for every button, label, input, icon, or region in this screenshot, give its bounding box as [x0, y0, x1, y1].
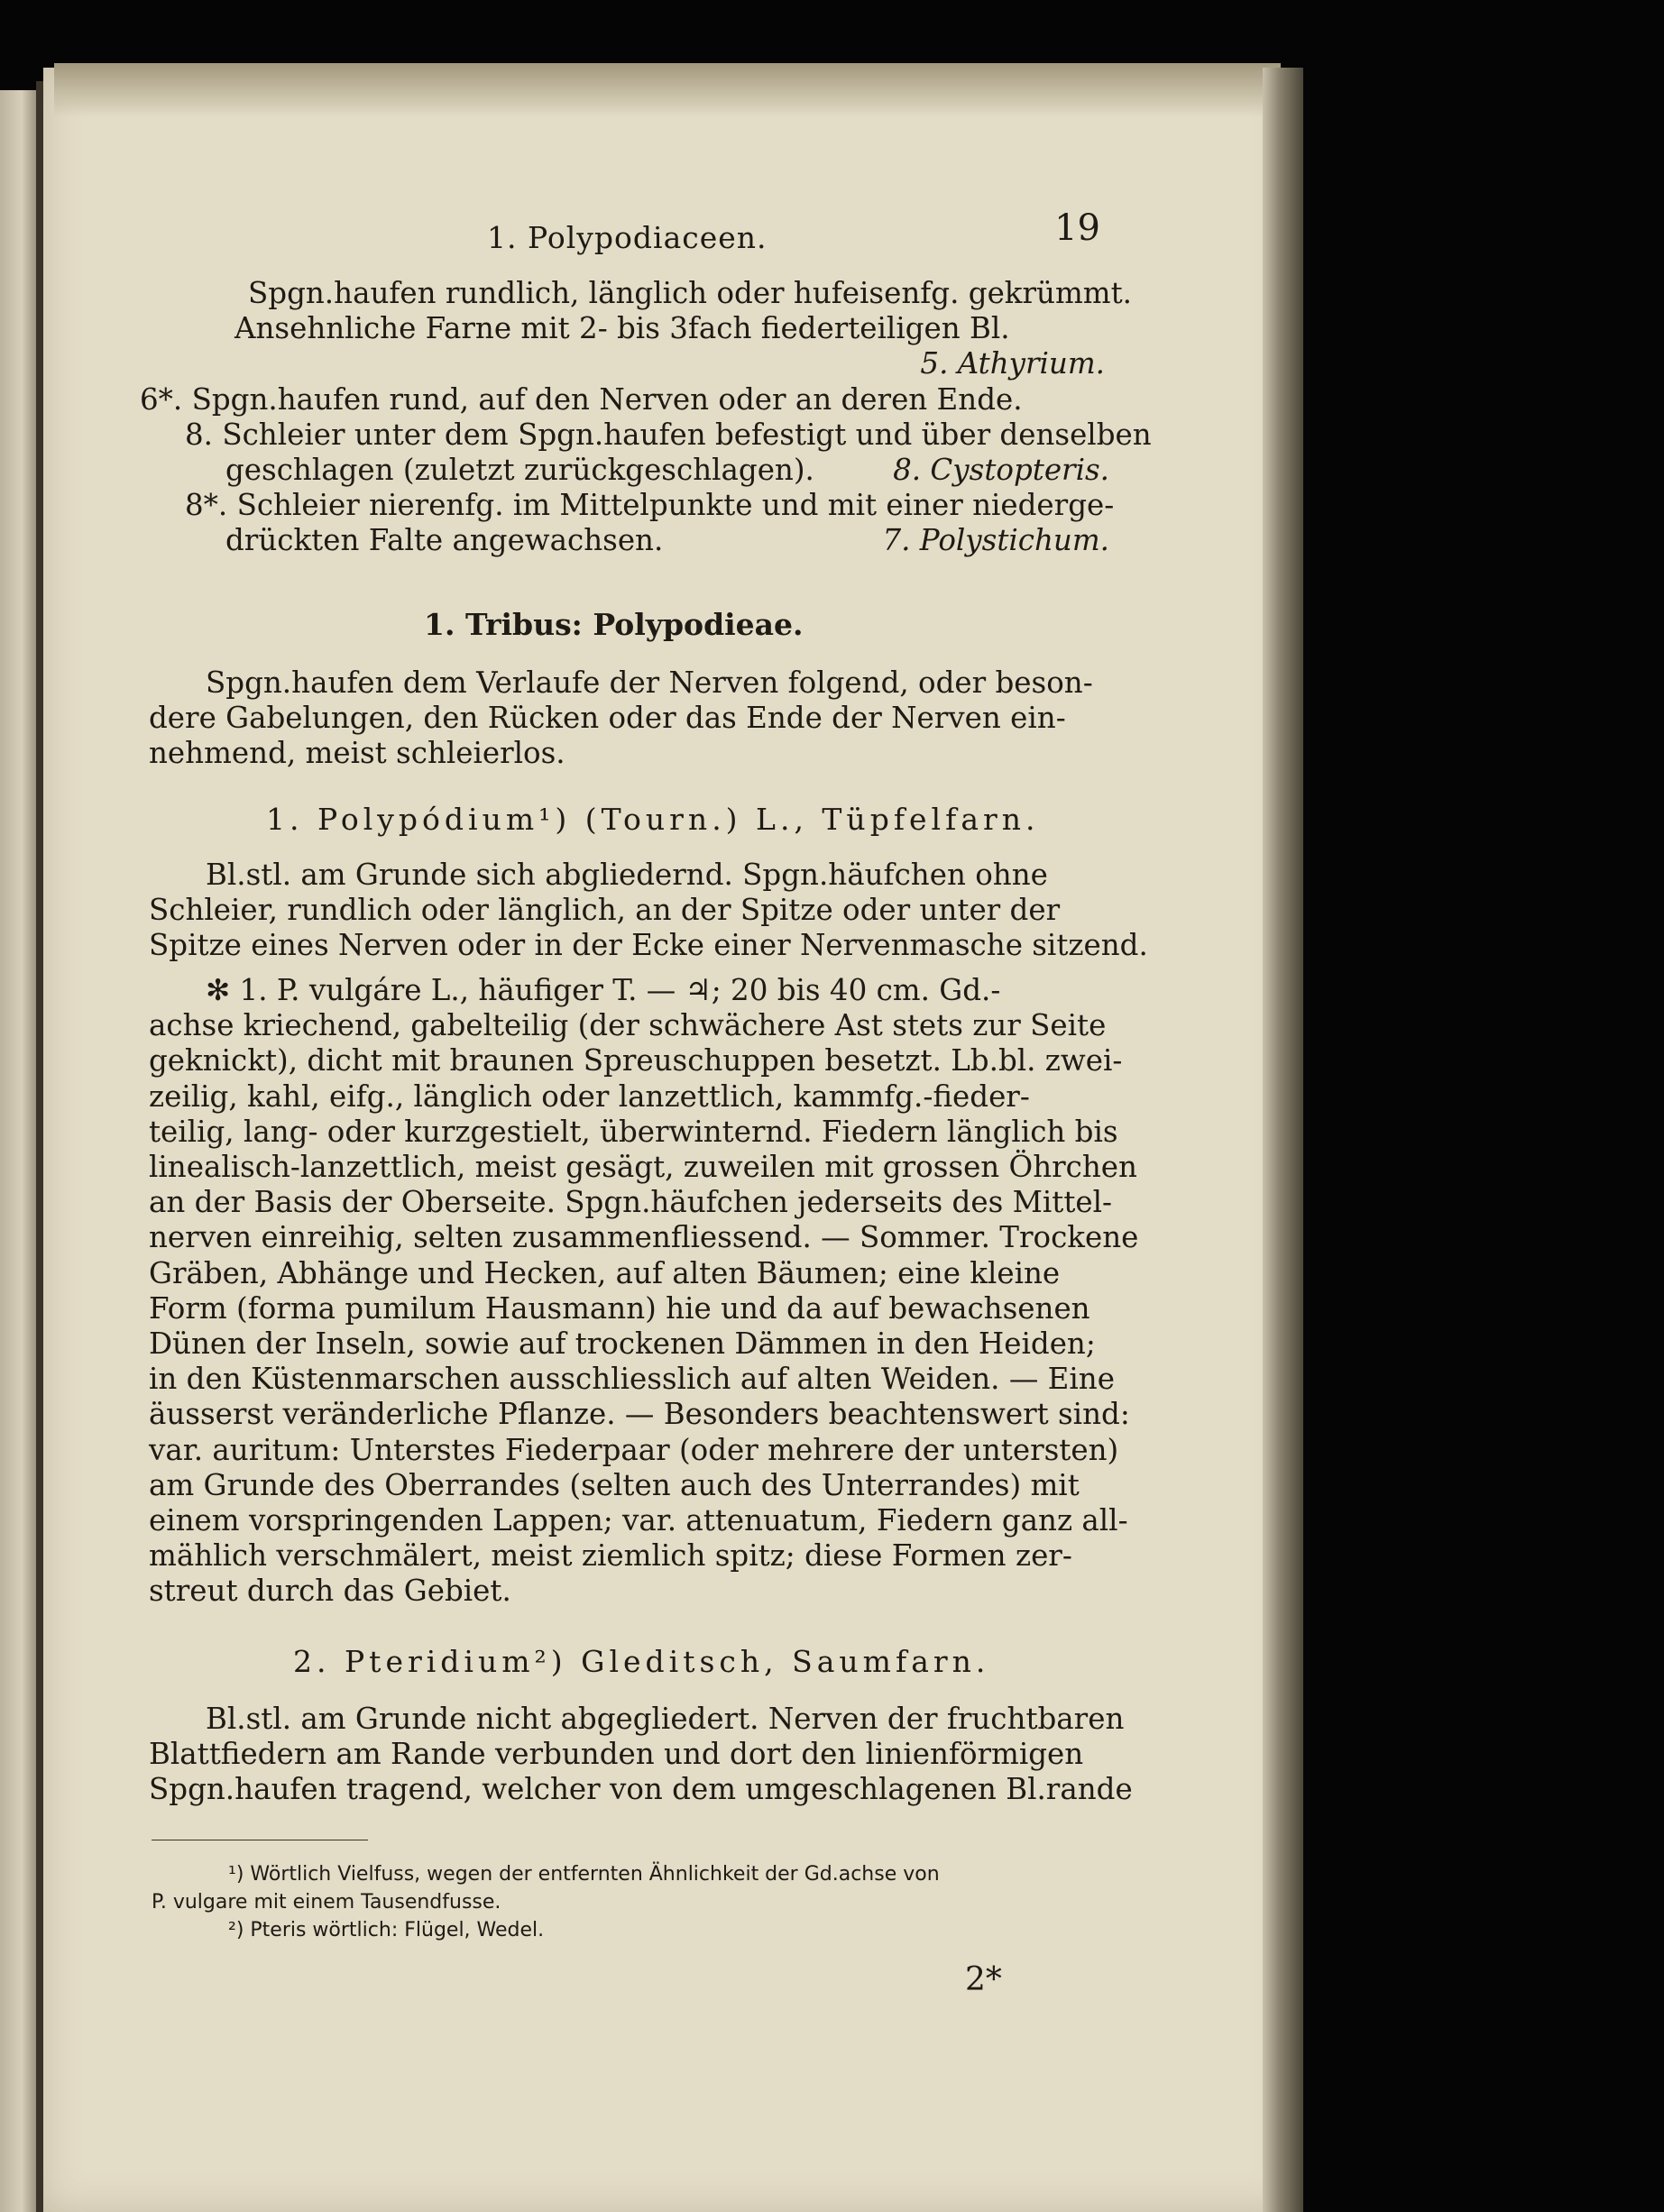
text-line: Spgn.haufen tragend, welcher von dem umgeschlagenen Bl.rande: [149, 1772, 1133, 1807]
signature-mark: 2*: [965, 1961, 1002, 1998]
text-line: in den Küstenmarschen ausschliesslich auf alten Weiden. — Eine: [149, 1362, 1115, 1397]
key-line: geschlagen (zuletzt zurückgeschlagen). 8. Cystopteris.: [225, 453, 1109, 488]
page-number: 19: [1054, 207, 1100, 249]
key-line: 5. Athyrium.: [920, 346, 1105, 381]
text-line: streut durch das Gebiet.: [149, 1574, 511, 1609]
text-line: Gräben, Abhänge und Hecken, auf alten Bäumen; eine kleine: [149, 1255, 1061, 1290]
text-line: mählich verschmälert, meist ziemlich spitz; diese Formen zer-: [149, 1538, 1072, 1574]
genus-description: [149, 858, 1148, 964]
running-head: 1. Polypodiaceen.: [487, 220, 768, 255]
page-right-edge: [1263, 68, 1303, 2212]
key-line: drückten Falte angewachsen. 7. Polystichum.: [225, 523, 1109, 558]
text-line: zeilig, kahl, eifg., länglich oder lanzettlich, kammfg.-fieder-: [149, 1078, 1030, 1114]
genus-description: [149, 1702, 1133, 1808]
text-line: Form (forma pumilum Hausmann) hie und da auf bewachsenen: [149, 1290, 1090, 1326]
text-line: var. auritum: Unterstes Fiederpaar (oder mehrere der untersten): [149, 1432, 1119, 1467]
text-line: äusserst veränderliche Pflanze. — Besonders beachtenswert sind:: [149, 1397, 1130, 1432]
text-line: linealisch-lanzettlich, meist gesägt, zuweilen mit grossen Öhrchen: [149, 1150, 1137, 1185]
footnote-line: P. vulgare mit einem Tausendfusse.: [152, 1891, 501, 1914]
page-header: [469, 207, 1100, 262]
text-line: ✻ 1. P. vulgáre L., häufiger T. — ♃; 20 bis 40 cm. Gd.-: [206, 973, 1001, 1007]
text-line: dere Gabelungen, den Rücken oder das Ende der Nerven ein-: [149, 701, 1066, 736]
text-line: geknickt), dicht mit braunen Spreuschuppen besetzt. Lb.bl. zwei-: [149, 1043, 1123, 1078]
key-line: 6*. Spgn.haufen rund, auf den Nerven oder an deren Ende.: [140, 381, 1023, 417]
text-line: Bl.stl. am Grunde nicht abgegliedert. Nerven der fruchtbaren: [206, 1702, 1125, 1736]
species-description: [149, 973, 1139, 1610]
text-line: am Grunde des Oberrandes (selten auch des Unterrandes) mit: [149, 1467, 1080, 1502]
text-line: Schleier, rundlich oder länglich, an der Spitze oder unter der: [149, 893, 1061, 928]
section-description: [149, 665, 1109, 772]
text-line: Spgn.haufen dem Verlaufe der Nerven folgend, oder beson-: [206, 665, 1093, 700]
key-line: 8. Schleier unter dem Spgn.haufen befestigt und über denselben: [185, 417, 1152, 452]
text-line: an der Basis der Oberseite. Spgn.häufchen jederseits des Mittel-: [149, 1185, 1113, 1220]
footnote-line: ¹) Wörtlich Vielfuss, wegen der entfernten Ähnlichkeit der Gd.achse von: [228, 1863, 940, 1886]
key-line: Ansehnliche Farne mit 2- bis 3fach fiederteiligen Bl.: [234, 311, 1010, 346]
text-line: Spitze eines Nerven oder in der Ecke einer Nervenmasche sitzend.: [149, 928, 1148, 963]
identification-key: [140, 276, 1152, 559]
footnote-line: ²) Pteris wörtlich: Flügel, Wedel.: [228, 1919, 545, 1941]
footnotes: [152, 1860, 1109, 1944]
text-line: Dünen der Inseln, sowie auf trockenen Dämmen in den Heiden;: [149, 1326, 1096, 1362]
text-line: teilig, lang- oder kurzgestielt, überwinternd. Fiedern länglich bis: [149, 1114, 1118, 1149]
genus-heading: 2. Pteridium²) Gleditsch, Saumfarn.: [293, 1644, 990, 1679]
genus-heading: 1. Polypódium¹) (Tourn.) L., Tüpfelfarn.: [266, 802, 1040, 837]
text-line: nerven einreihig, selten zusammenfliessend. — Sommer. Trockene: [149, 1220, 1139, 1255]
section-heading: 1. Tribus: Polypodieae.: [424, 607, 804, 642]
key-line: Spgn.haufen rundlich, länglich oder hufeisenfg. gekrümmt.: [248, 276, 1132, 310]
text-line: Bl.stl. am Grunde sich abgliedernd. Spgn.häufchen ohne: [206, 858, 1048, 892]
page-top-edge: [54, 63, 1281, 117]
text-line: achse kriechend, gabelteilig (der schwächere Ast stets zur Seite: [149, 1008, 1107, 1043]
text-line: nehmend, meist schleierlos.: [149, 736, 565, 771]
adjacent-page-edge: [0, 90, 36, 2212]
key-line: 8*. Schleier nierenfg. im Mittelpunkte und mit einer niederge-: [185, 488, 1115, 523]
text-line: Blattfiedern am Rande verbunden und dort den linienförmigen: [149, 1737, 1084, 1772]
text-line: einem vorspringenden Lappen; var. attenuatum, Fiedern ganz all-: [149, 1503, 1128, 1538]
